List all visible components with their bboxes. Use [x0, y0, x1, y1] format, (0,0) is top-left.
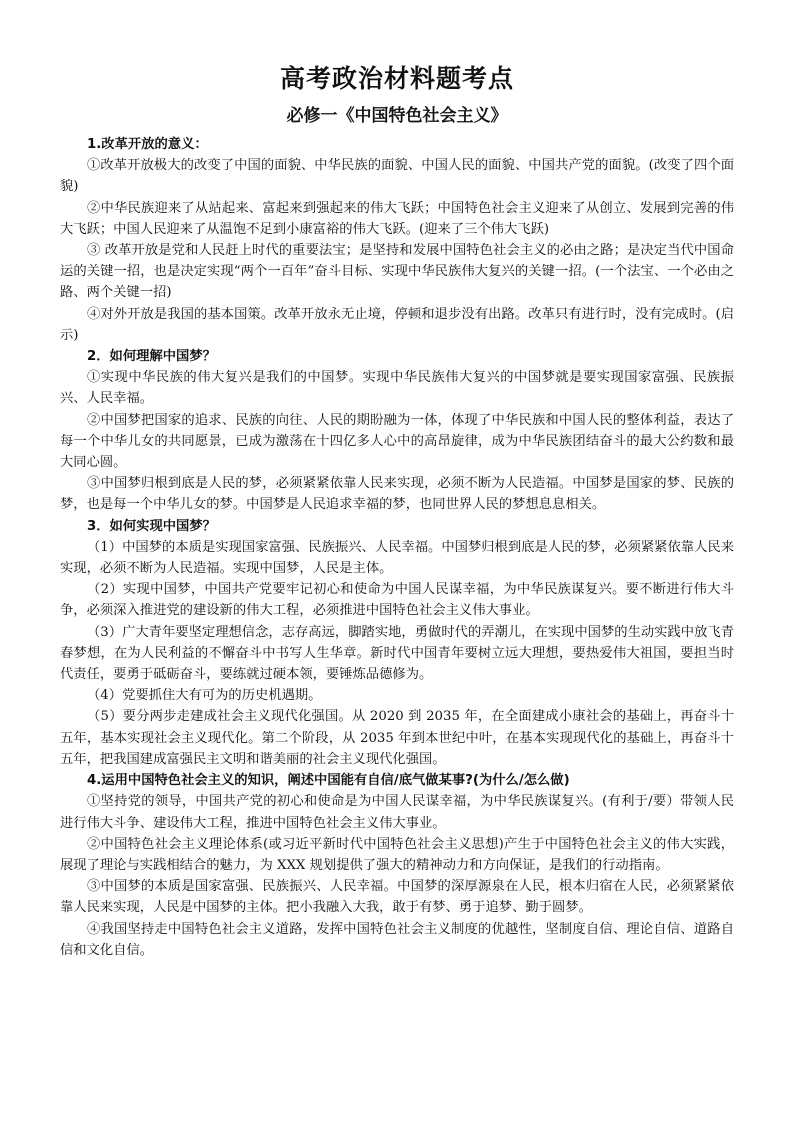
- section-paragraph: ①实现中华民族的伟大复兴是我们的中国梦。实现中华民族伟大复兴的中国梦就是要实现国家富强、民族振兴、人民幸福。: [60, 370, 734, 407]
- section-paragraph: （1）中国梦的本质是实现国家富强、民族振兴、人民幸福。中国梦归根到底是人民的梦，必须紧紧依靠人民来实现，必须不断为人民造福。实现中国梦，人民是主体。: [60, 539, 734, 577]
- section-paragraph: ③中国梦的本质是国家富强、民族振兴、人民幸福。中国梦的深厚源泉在人民，根本归宿在人民，必须紧紧依靠人民来实现，人民是中国梦的主体。把小我融入大我，敢于有梦、勇于追梦、勤于圆梦。: [60, 879, 734, 916]
- section-paragraph: ④对外开放是我国的基本国策。改革开放永无止境，停顿和退步没有出路。改革只有进行时，没有完成时。(启示): [60, 306, 734, 343]
- section-paragraph: ①改革开放极大的改变了中国的面貌、中华民族的面貌、中国人民的面貌、中国共产党的面貌。(改变了四个面貌): [60, 158, 734, 195]
- section-paragraph: ②中国特色社会主义理论体系(或习近平新时代中国特色社会主义思想)产生于中国特色社会主义的伟大实践，展现了理论与实践相结合的魅力，为 XXX 规划提供了强大的精神动力和方向保证，是我们的行动指南。: [60, 836, 734, 873]
- section-paragraph: ③中国梦归根到底是人民的梦，必须紧紧依靠人民来实现，必须不断为人民造福。中国梦是国家的梦、民族的梦，也是每一个中华儿女的梦。中国梦是人民追求幸福的梦，也同世界人民的梦想息息相关。: [60, 476, 734, 513]
- section-heading: 4.运用中国特色社会主义的知识，阐述中国能有自信/底气做某事?(为什么/怎么做): [87, 773, 570, 789]
- section-heading: 3．如何实现中国梦？: [87, 518, 216, 534]
- section-paragraph: （3）广大青年要坚定理想信念，志存高远，脚踏实地，勇做时代的弄潮儿，在实现中国梦的生动实践中放飞青春梦想，在为人民利益的不懈奋斗中书写人生华章。新时代中国青年要树立远大理想，要热爱伟大祖国，要担当时代责任，要勇于砥砺奋斗，要练就过硬本领，要锤炼品德修为。: [60, 624, 734, 683]
- section-paragraph: ④我国坚持走中国特色社会主义道路，发挥中国特色社会主义制度的优越性，坚制度自信、理论自信、道路自信和文化自信。: [60, 921, 734, 958]
- section-heading: 1.改革开放的意义：: [87, 137, 208, 152]
- section-paragraph: ③ 改革开放是党和人民赶上时代的重要法宝；是坚持和发展中国特色社会主义的必由之路；是决定当代中国命运的关键一招，也是决定实现“两个一百年”奋斗目标、实现中华民族伟大复兴的关键一招。(一个法宝、一个必由之路、两个关键一招): [60, 243, 734, 301]
- section-paragraph: （2）实现中国梦，中国共产党要牢记初心和使命为中国人民谋幸福，为中华民族谋复兴。要不断进行伟大斗争，必须深入推进党的建设新的伟大工程，必须推进中国特色社会主义伟大事业。: [60, 582, 734, 619]
- page-subtitle: 必修一《中国特色社会主义》: [286, 106, 508, 126]
- page-title: 高考政治材料题考点: [279, 64, 514, 93]
- section-3: [60, 516, 734, 770]
- section-2: [60, 346, 734, 516]
- section-paragraph: ②中华民族迎来了从站起来、富起来到强起来的伟大飞跃；中国特色社会主义迎来了从创立、发展到完善的伟大飞跃；中国人民迎来了从温饱不足到小康富裕的伟大飞跃。(迎来了三个伟大飞跃): [60, 200, 734, 237]
- section-paragraph: ①坚持党的领导，中国共产党的初心和使命是为中国人民谋幸福，为中华民族谋复兴。(有利于/要）带领人民进行伟大斗争、建设伟大工程，推进中国特色社会主义伟大事业。: [60, 794, 734, 831]
- section-heading: 2．如何理解中国梦？: [87, 349, 216, 365]
- section-4: [60, 770, 734, 961]
- section-paragraph: ②中国梦把国家的追求、民族的向往、人民的期盼融为一体，体现了中华民族和中国人民的整体利益，表达了每一个中华儿女的共同愿景，已成为激荡在十四亿多人心中的高昂旋律，成为中华民族团结奋斗的最大公约数和最大同心圆。: [60, 412, 734, 471]
- section-paragraph: （4）党要抓住大有可为的历史机遇期。: [87, 688, 322, 704]
- document-body: [60, 134, 734, 961]
- section-paragraph: （5）要分两步走建成社会主义现代化强国。从 2020 到 2035 年，在全面建成小康社会的基础上，再奋斗十五年，基本实现社会主义现代化。第二个阶段，从 2035 年到本世纪中叶，在基本实现现代化的基础上，再奋斗十五年，把我国建成富强民主文明和谐美丽的社会主义现代化强国。: [60, 709, 734, 767]
- section-1: [60, 134, 734, 346]
